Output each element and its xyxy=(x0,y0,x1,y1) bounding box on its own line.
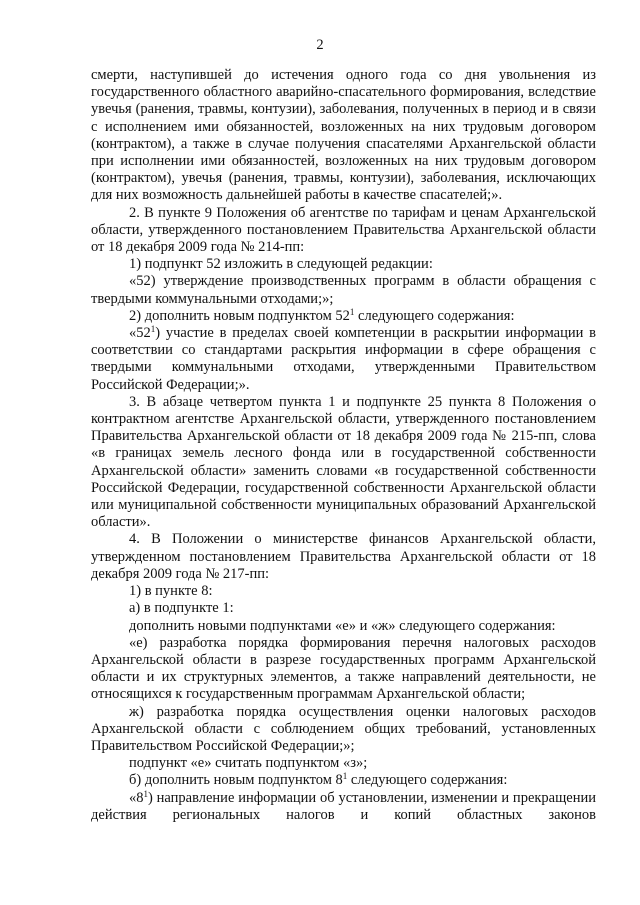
paragraph-text: 3. В абзаце четвертом пункта 1 и подпункте 25 пункта 8 Положения о контрактном агентстве Архангельской области, утвержденного постановлением Правительства Архангельской области от 18 декабря 2009 года № 215-пп, слова «в границах земель лесного фонда или в государственной собственности Архангельской области» заменить словами «в государственной собственности Российской Федерации, государственной собственности Архангельской области или муниципальной собственности муниципальных образований Архангельской области». xyxy=(91,393,596,531)
paragraph xyxy=(91,772,596,789)
paragraph-text-continued: следующего содержания: xyxy=(354,307,515,324)
paragraph-text: «8 xyxy=(129,789,144,806)
paragraph xyxy=(91,755,596,772)
superscript: 1 xyxy=(342,771,348,782)
paragraph-text: б) дополнить новым подпунктом 8 xyxy=(129,772,343,789)
superscript: 1 xyxy=(150,324,156,335)
paragraph-text: 4. В Положении о министерстве финансов Архангельской области, утвержденном постановлением Правительства Архангельской области от 18 декабря 2009 года № 217-пп: xyxy=(91,531,596,582)
paragraph xyxy=(91,273,596,307)
paragraph-text: дополнить новыми подпунктами «е» и «ж» следующего содержания: xyxy=(129,617,556,634)
paragraph xyxy=(91,790,596,824)
paragraph xyxy=(91,67,596,205)
paragraph xyxy=(91,531,596,583)
paragraph-text: ж) разработка порядка осуществления оценки налоговых расходов Архангельской области с соблюдением общих требований, установленных Правительством Российской Федерации;»; xyxy=(91,703,596,754)
superscript: 1 xyxy=(349,306,355,317)
paragraph-text: 1) в пункте 8: xyxy=(129,583,213,600)
paragraph xyxy=(91,635,596,704)
paragraph-text: «е) разработка порядка формирования перечня налоговых расходов Архангельской области в разрезе государственных программ Архангельской области и их структурных элементов, а также направлений деятельности, не относящихся к государственным программам Архангельской области; xyxy=(91,634,596,703)
superscript: 1 xyxy=(143,788,148,799)
paragraph-text: а) в подпункте 1: xyxy=(129,600,234,617)
paragraph xyxy=(91,704,596,756)
paragraph-text: смерти, наступившей до истечения одного года со дня увольнения из государственного областного аварийно-спасательного формирования, вследствие увечья (ранения, травмы, контузии), заболевания, полученных в период и в связи с исполнением ими обязанностей, возложенных на них трудовым договором (контрактом), а также в случае получения спасателями Архангельской области при исполнении ими обязанностей, возложенных на них трудовым договором (контрактом), увечья (ранения, травмы, контузии), заболевания, исключающих для них возможность дальнейшей работы в качестве спасателей;». xyxy=(91,67,596,204)
paragraph xyxy=(91,308,596,325)
paragraph-text: «52 xyxy=(129,325,151,342)
page-number: 2 xyxy=(316,37,324,53)
paragraph-text: «52) утверждение производственных программ в области обращения с твердыми коммунальными отходами;»; xyxy=(91,273,596,307)
paragraph-text: 1) подпункт 52 изложить в следующей редакции: xyxy=(129,256,433,273)
paragraph xyxy=(91,325,596,394)
paragraph-text: подпункт «е» считать подпунктом «з»; xyxy=(129,755,368,772)
paragraph-text-continued: ) направление информации об установлении, изменении и прекращении действия региональных налогов и копий областных законов xyxy=(91,789,596,823)
paragraph xyxy=(91,583,596,600)
paragraph xyxy=(91,618,596,635)
paragraph xyxy=(91,600,596,617)
paragraph xyxy=(91,256,596,273)
paragraph xyxy=(91,394,596,532)
document-body xyxy=(91,67,596,824)
paragraph-text-continued: ) участие в пределах своей компетенции в раскрытии информации в соответствии со стандартами раскрытия информации в сфере обращения с твердыми коммунальными отходами, утвержденными Правительством Российской Федерации;». xyxy=(91,325,596,393)
paragraph-text: 2. В пункте 9 Положения об агентстве по тарифам и ценам Архангельской области, утвержденного постановлением Правительства Архангельской области от 18 декабря 2009 года № 214-пп: xyxy=(91,204,596,256)
paragraph xyxy=(91,205,596,257)
paragraph-text: 2) дополнить новым подпунктом 52 xyxy=(129,307,350,324)
paragraph-text-continued: следующего содержания: xyxy=(347,772,508,789)
